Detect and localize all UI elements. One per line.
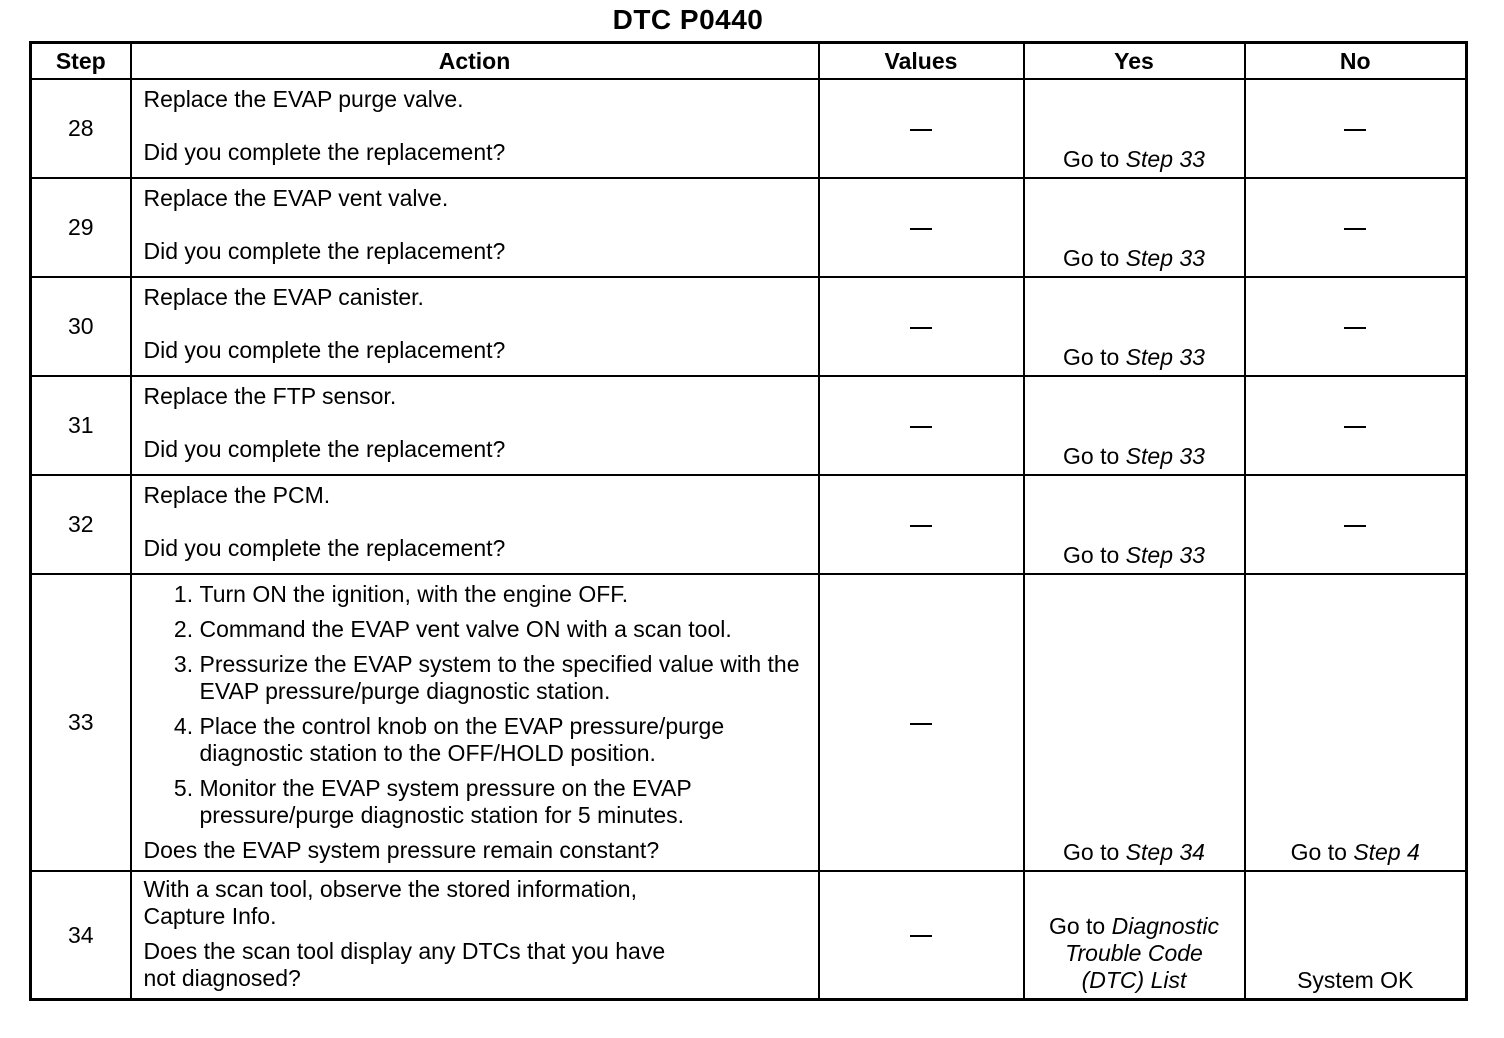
header-values: Values [819,43,1024,80]
dash-mark [1344,228,1366,230]
no-prefix: Go to [1290,839,1354,865]
step-number: 32 [31,475,131,574]
yes-prefix: Go to [1063,146,1126,172]
procedure-list [144,581,806,829]
yes-prefix: Go to [1063,344,1126,370]
yes-prefix: Go to [1048,913,1112,939]
header-row [31,43,1467,80]
yes-dtc-list-link[interactable]: Diagnostic Trouble Code (DTC) List [1065,913,1220,993]
step-number: 34 [31,871,131,1000]
step-number: 30 [31,277,131,376]
yes-cell [1024,475,1245,574]
action-text: Replace the EVAP vent valve. [143,185,449,211]
no-step-link[interactable]: Step 4 [1353,839,1420,865]
yes-step-link[interactable]: Step 33 [1125,245,1205,271]
action-question: Did you complete the replacement? [143,436,506,462]
action-cell [131,574,819,871]
yes-cell [1024,574,1245,871]
dash-mark [910,525,932,527]
no-cell [1245,376,1467,475]
yes-cell [1024,277,1245,376]
no-cell [1245,178,1467,277]
yes-prefix: Go to [1063,839,1126,865]
header-action: Action [131,43,819,80]
step-number: 31 [31,376,131,475]
page-title: DTC P0440 [612,4,764,35]
no-cell [1245,475,1467,574]
dash-mark [910,723,932,725]
action-cell [131,79,819,178]
list-item: 1. Turn ON the ignition, with the engine OFF. [200,581,806,608]
header-yes: Yes [1024,43,1245,80]
list-item: 2. Command the EVAP vent valve ON with a scan tool. [200,616,806,643]
action-question: Did you complete the replacement? [143,139,506,165]
dash-mark [910,129,932,131]
action-text: Replace the FTP sensor. [143,383,397,409]
header-no: No [1245,43,1467,80]
dash-mark [910,327,932,329]
yes-step-link[interactable]: Step 33 [1125,344,1205,370]
yes-cell [1024,79,1245,178]
table-row [31,277,1467,376]
action-text: With a scan tool, observe the stored information, Capture Info. [143,876,637,929]
action-cell [131,178,819,277]
dash-mark [1344,426,1366,428]
values-cell [819,574,1024,871]
dash-mark [910,426,932,428]
list-item: 5. Monitor the EVAP system pressure on the EVAP pressure/purge diagnostic station for 5 minutes. [200,775,806,829]
table-row [31,574,1467,871]
header-step: Step [31,43,131,80]
values-cell [819,475,1024,574]
list-item: 3. Pressurize the EVAP system to the specified value with the EVAP pressure/purge diagnostic station. [200,651,806,705]
action-cell [131,871,819,1000]
values-cell [819,277,1024,376]
no-cell [1245,79,1467,178]
action-cell [131,277,819,376]
action-question: Does the scan tool display any DTCs that you have not diagnosed? [143,938,666,991]
yes-cell [1024,178,1245,277]
step-number: 29 [31,178,131,277]
table-row [31,475,1467,574]
yes-prefix: Go to [1063,443,1126,469]
table-row [31,79,1467,178]
table-row [31,871,1467,1000]
action-question: Does the EVAP system pressure remain constant? [143,837,660,863]
values-cell [819,79,1024,178]
dash-mark [910,935,932,937]
step-number: 33 [31,574,131,871]
yes-step-link[interactable]: Step 33 [1125,443,1205,469]
diagnostic-table [29,41,1468,1001]
dash-mark [1344,129,1366,131]
action-text: Replace the EVAP canister. [143,284,424,310]
action-text: Replace the PCM. [143,482,331,508]
table-row [31,178,1467,277]
action-question: Did you complete the replacement? [143,337,506,363]
values-cell [819,376,1024,475]
list-item: 4. Place the control knob on the EVAP pressure/purge diagnostic station to the OFF/HOLD position. [200,713,806,767]
yes-step-link[interactable]: Step 34 [1125,839,1205,865]
yes-step-link[interactable]: Step 33 [1125,146,1205,172]
yes-prefix: Go to [1063,542,1126,568]
dash-mark [1344,327,1366,329]
step-number: 28 [31,79,131,178]
action-text: Replace the EVAP purge valve. [143,86,464,112]
values-cell [819,871,1024,1000]
no-cell [1245,277,1467,376]
yes-prefix: Go to [1063,245,1126,271]
action-question: Did you complete the replacement? [143,535,506,561]
action-cell [131,475,819,574]
table-row [31,376,1467,475]
no-cell: System OK [1245,871,1467,1000]
action-cell [131,376,819,475]
no-cell [1245,574,1467,871]
action-question: Did you complete the replacement? [143,238,506,264]
yes-cell [1024,376,1245,475]
values-cell [819,178,1024,277]
dash-mark [1344,525,1366,527]
yes-step-link[interactable]: Step 33 [1125,542,1205,568]
yes-cell [1024,871,1245,1000]
dash-mark [910,228,932,230]
